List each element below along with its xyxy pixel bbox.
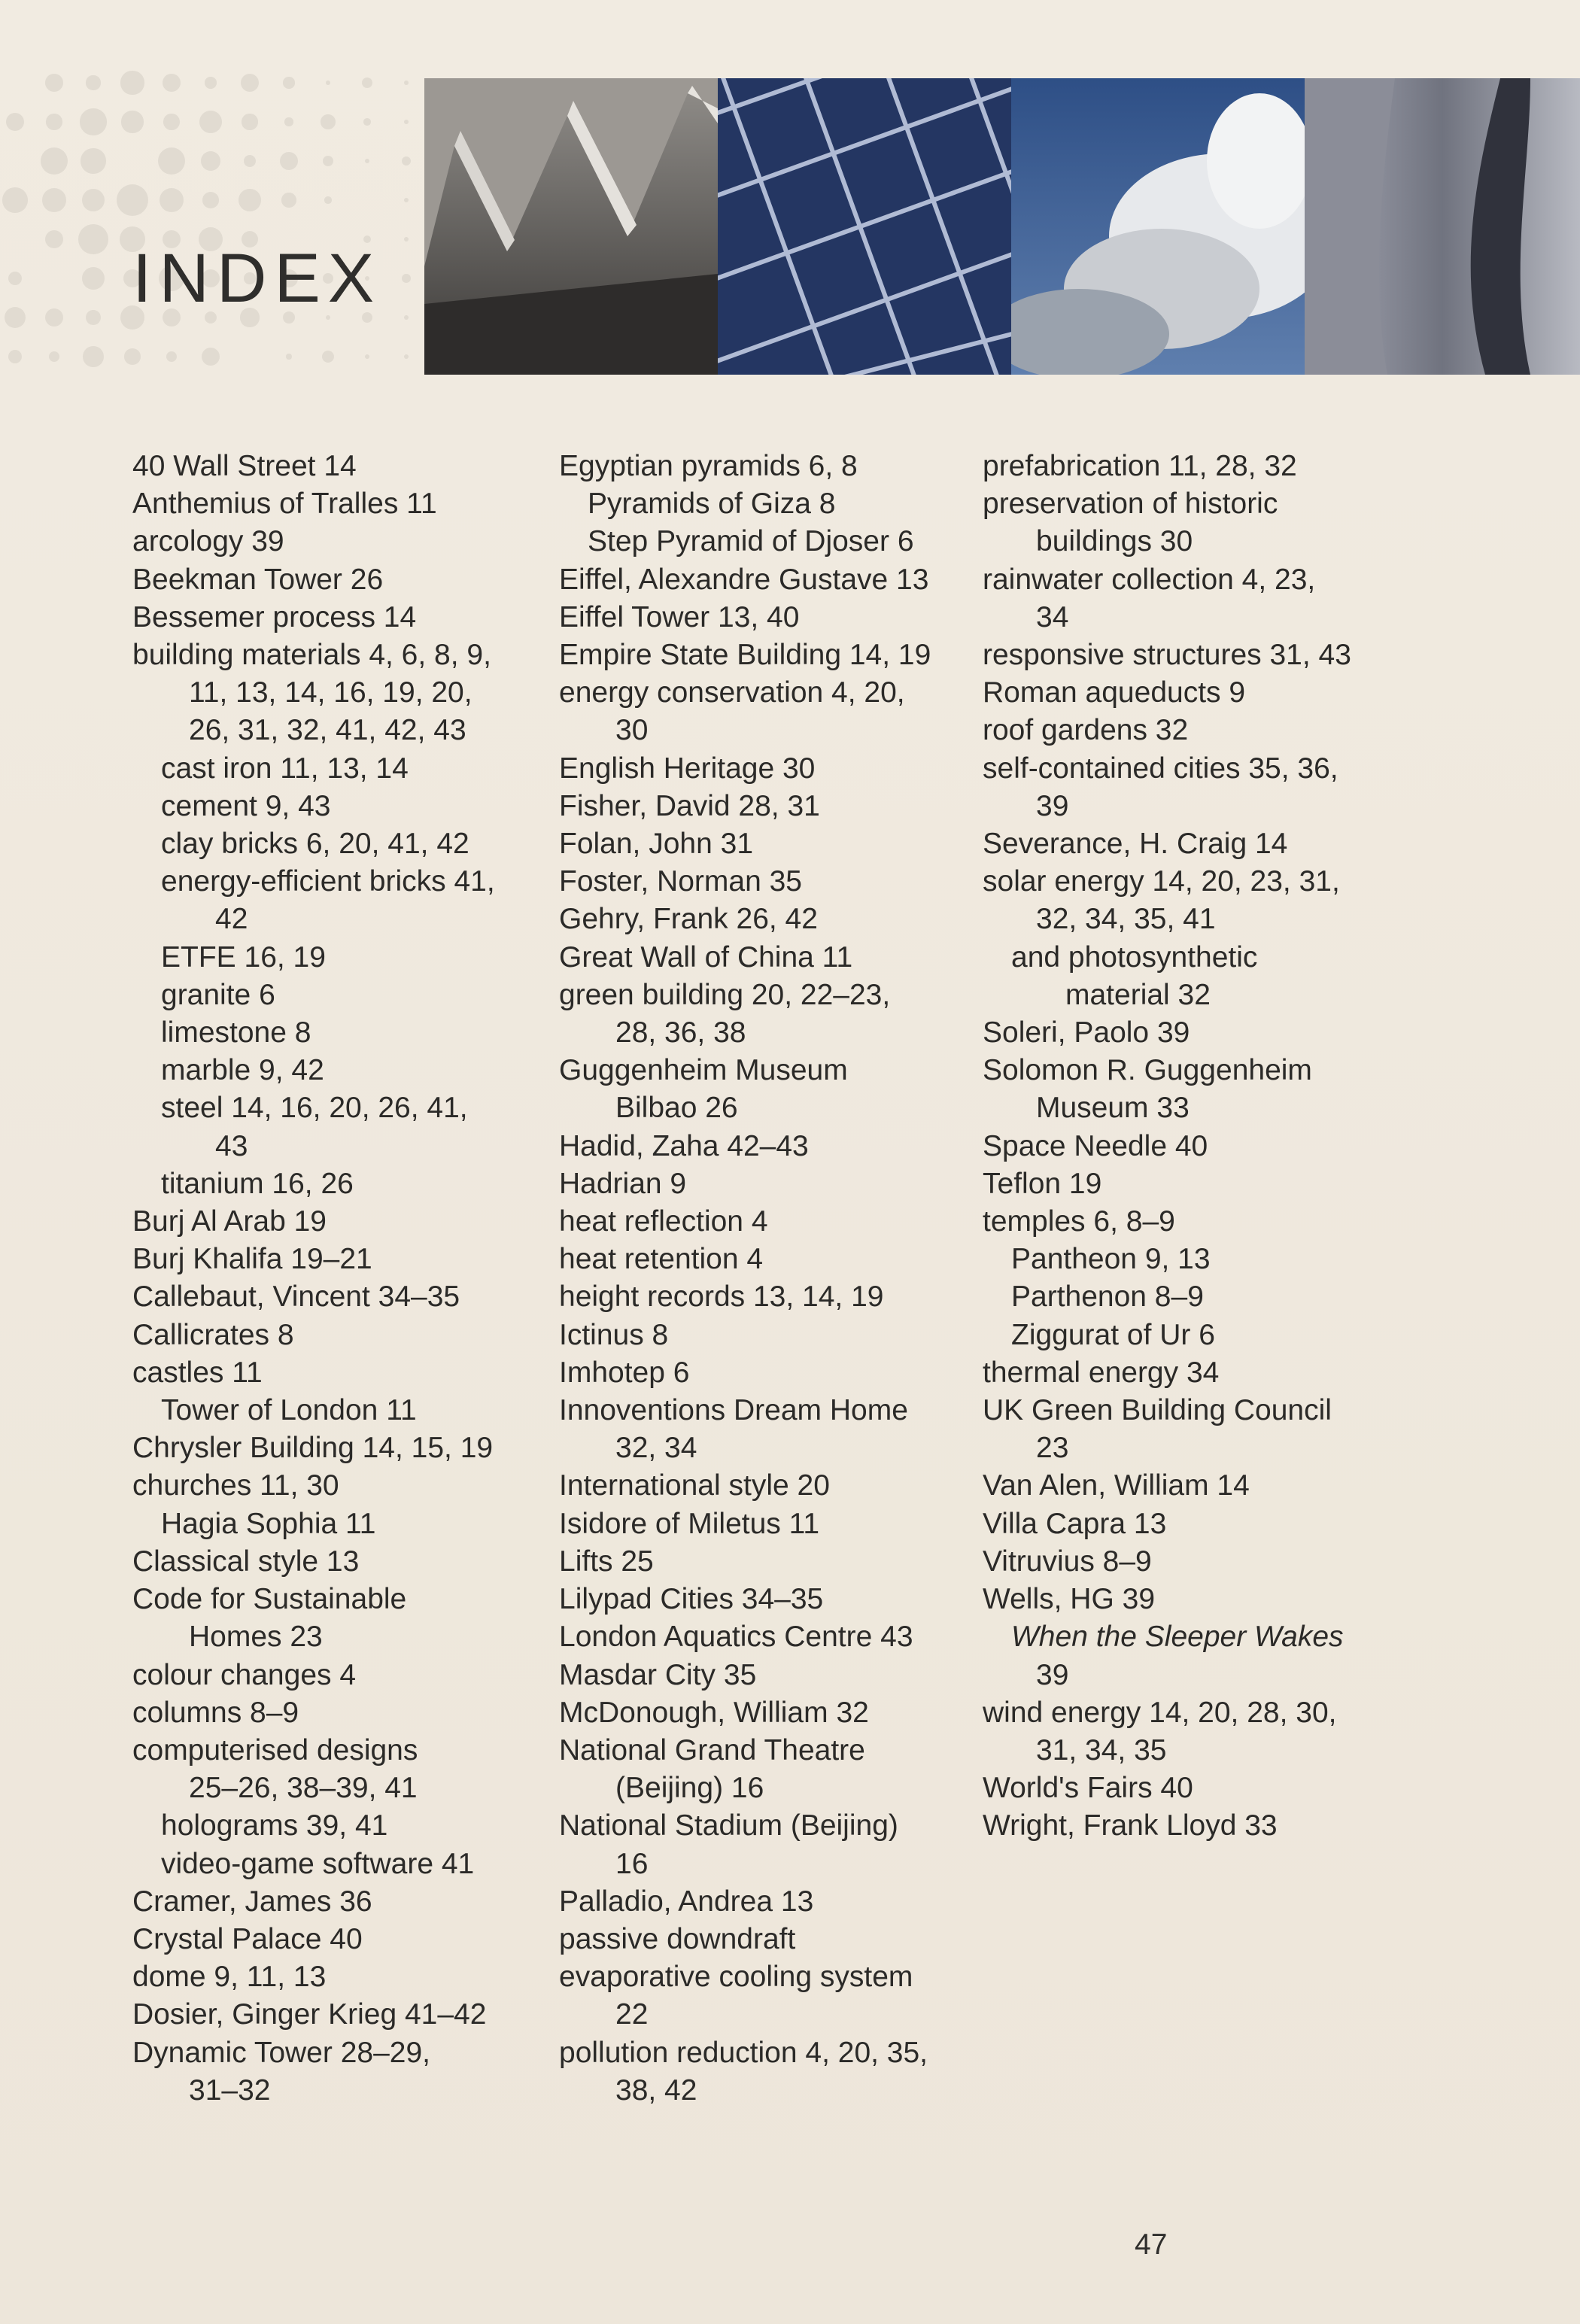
decorative-dot [404, 198, 409, 203]
index-entry: 30 [615, 714, 649, 747]
decorative-dot [2, 187, 28, 213]
index-entry: passive downdraft [559, 1922, 796, 1955]
index-subentry: cast iron 11, 13, 14 [161, 752, 409, 785]
decorative-dot [42, 188, 66, 212]
decorative-dot [286, 354, 291, 359]
index-entry: Callebaut, Vincent 34–35 [132, 1280, 460, 1314]
index-entry: Ictinus 8 [559, 1318, 669, 1351]
index-entry: Fisher, David 28, 31 [559, 789, 820, 822]
index-entry: Lilypad Cities 34–35 [559, 1583, 824, 1616]
decorative-dot [49, 351, 60, 363]
decorative-dot [45, 74, 63, 92]
decorative-dot [239, 189, 260, 211]
decorative-dot [41, 147, 68, 175]
decorative-dot [326, 81, 330, 85]
index-entry: Wright, Frank Lloyd 33 [983, 1809, 1278, 1842]
index-entry: 38, 42 [615, 2073, 697, 2107]
decorative-dot [281, 193, 296, 207]
decorative-dot [365, 159, 369, 163]
index-entry: churches 11, 30 [132, 1469, 339, 1502]
index-entry: 32, 34, 35, 41 [1036, 903, 1216, 936]
index-entry: Foster, Norman 35 [559, 865, 802, 898]
index-entry: Innoventions Dream Home [559, 1394, 908, 1427]
decorative-dot [363, 118, 371, 126]
index-subentry: clay bricks 6, 20, 41, 42 [161, 828, 469, 861]
index-entry: 31–32 [189, 2073, 271, 2107]
page-title: INDEX [132, 240, 382, 317]
index-entry: 42 [215, 903, 248, 936]
index-entry: Burj Al Arab 19 [132, 1205, 327, 1238]
index-entry: Guggenheim Museum [559, 1054, 848, 1087]
index-entry: rainwater collection 4, 23, [983, 563, 1316, 596]
index-entry: National Stadium (Beijing) [559, 1809, 898, 1842]
index-entry: energy conservation 4, 20, [559, 676, 905, 709]
index-entry: green building 20, 22–23, [559, 978, 891, 1011]
decorative-dot [404, 315, 409, 320]
index-subentry: granite 6 [161, 978, 275, 1011]
index-entry: Burj Khalifa 19–21 [132, 1243, 372, 1276]
index-entry: Dosier, Ginger Krieg 41–42 [132, 1998, 487, 2031]
index-entry: Crystal Palace 40 [132, 1922, 363, 1955]
index-subentry: ETFE 16, 19 [161, 940, 326, 974]
index-entry: Beekman Tower 26 [132, 563, 384, 596]
decorative-dot [241, 74, 260, 93]
index-entry: Bessemer process 14 [132, 600, 417, 633]
decorative-dot [45, 230, 64, 249]
decorative-dot [205, 77, 217, 89]
index-entry: 28, 36, 38 [615, 1016, 746, 1050]
index-entry: National Grand Theatre [559, 1733, 865, 1767]
index-entry: UK Green Building Council [983, 1394, 1332, 1427]
decorative-dot [244, 155, 257, 168]
index-entry: Anthemius of Tralles 11 [132, 488, 437, 521]
decorative-dot [242, 114, 257, 129]
index-subentry: Hagia Sophia 11 [161, 1507, 376, 1540]
decorative-dot [166, 351, 178, 363]
index-entry: McDonough, William 32 [559, 1696, 869, 1729]
sky-clouds-photo [1011, 78, 1305, 375]
index-entry: Homes 23 [189, 1621, 323, 1654]
metal-facade-photo [1305, 78, 1580, 375]
decorative-dot [201, 151, 221, 172]
index-entry: London Aquatics Centre 43 [559, 1621, 913, 1654]
decorative-dot [8, 350, 23, 364]
decorative-dot [83, 346, 104, 367]
index-subentry: Parthenon 8–9 [1011, 1280, 1204, 1314]
index-entry: responsive structures 31, 43 [983, 639, 1351, 672]
index-entry: Egyptian pyramids 6, 8 [559, 450, 858, 482]
index-entry: (Beijing) 16 [615, 1772, 764, 1805]
page-number: 47 [1135, 2228, 1168, 2261]
decorative-dot [163, 74, 181, 92]
index-entry: height records 13, 14, 19 [559, 1280, 884, 1314]
decorative-dot [322, 351, 334, 363]
index-entry: 25–26, 38–39, 41 [189, 1772, 418, 1805]
decorative-dot [82, 267, 105, 290]
decorative-dot [199, 111, 222, 133]
decorative-dot [124, 348, 141, 365]
index-entry: roof gardens 32 [983, 714, 1189, 747]
index-entry: 40 Wall Street 14 [132, 450, 357, 482]
index-subentry: cement 9, 43 [161, 789, 331, 822]
decorative-dot [81, 148, 105, 173]
decorative-dot [321, 114, 336, 129]
decorative-dot [404, 120, 409, 124]
index-entry: self-contained cities 35, 36, [983, 752, 1338, 785]
index-entry: temples 6, 8–9 [983, 1205, 1175, 1238]
decorative-dot [158, 147, 185, 175]
index-subentry: limestone 8 [161, 1016, 311, 1050]
index-entry: Severance, H. Craig 14 [983, 828, 1288, 861]
index-entry: colour changes 4 [132, 1658, 357, 1691]
index-entry: buildings 30 [1036, 525, 1193, 558]
index-subentry: and photosynthetic [1011, 940, 1258, 974]
decorative-dot [283, 77, 294, 88]
decorative-dot [117, 184, 148, 216]
index-subentry: Pyramids of Giza 8 [588, 488, 836, 521]
index-entry: 26, 31, 32, 41, 42, 43 [189, 714, 466, 747]
decorative-dot [362, 77, 372, 88]
index-entry: dome 9, 11, 13 [132, 1961, 327, 1994]
decorative-dot [404, 81, 409, 85]
decorative-dot [120, 71, 144, 94]
index-entry: Callicrates 8 [132, 1318, 294, 1351]
index-subentry-title: When the Sleeper Wakes [1011, 1621, 1344, 1654]
decorative-dot [402, 274, 411, 283]
index-entry: pollution reduction 4, 20, 35, [559, 2036, 928, 2069]
decorative-dot [86, 75, 100, 90]
index-entry: 39 [1036, 1658, 1069, 1691]
decorative-dot [5, 307, 26, 328]
index-entry: Soleri, Paolo 39 [983, 1016, 1190, 1050]
decorative-dot [324, 196, 331, 203]
index-entry: Gehry, Frank 26, 42 [559, 903, 818, 936]
index-entry: building materials 4, 6, 8, 9, [132, 639, 491, 672]
index-subentry: video-game software 41 [161, 1847, 475, 1880]
index-entry: Solomon R. Guggenheim [983, 1054, 1312, 1087]
index-entry: Lifts 25 [559, 1545, 654, 1578]
index-entry: arcology 39 [132, 525, 284, 558]
index-entry: Space Needle 40 [983, 1129, 1208, 1162]
decorative-dot-pattern [0, 68, 421, 384]
index-subentry: energy-efficient bricks 41, [161, 865, 495, 898]
index-entry: Museum 33 [1036, 1092, 1190, 1125]
index-entry: Villa Capra 13 [983, 1507, 1167, 1540]
decorative-dot [365, 354, 369, 359]
index-entry: Wells, HG 39 [983, 1583, 1156, 1616]
index-entry: Teflon 19 [983, 1167, 1102, 1200]
index-entry: Vitruvius 8–9 [983, 1545, 1152, 1578]
index-entry: Eiffel Tower 13, 40 [559, 600, 800, 633]
index-entry: 34 [1036, 600, 1069, 633]
index-entry: evaporative cooling system [559, 1961, 913, 1994]
index-entry: prefabrication 11, 28, 32 [983, 450, 1297, 482]
decorative-dot [402, 156, 411, 166]
index-entry: English Heritage 30 [559, 752, 816, 785]
index-entry: computerised designs [132, 1733, 418, 1767]
decorative-dot [284, 117, 293, 126]
solar-panel-photo [718, 78, 1011, 375]
index-entry: wind energy 14, 20, 28, 30, [983, 1696, 1337, 1729]
index-entry: Hadrian 9 [559, 1167, 687, 1200]
index-subentry: Tower of London 11 [161, 1394, 417, 1427]
index-entry: heat retention 4 [559, 1243, 764, 1276]
index-subentry: Ziggurat of Ur 6 [1011, 1318, 1215, 1351]
index-entry: 39 [1036, 789, 1069, 822]
index-entry: Bilbao 26 [615, 1092, 738, 1125]
index-entry: Eiffel, Alexandre Gustave 13 [559, 563, 929, 596]
index-entry: Cramer, James 36 [132, 1885, 372, 1918]
decorative-dot [8, 272, 23, 286]
index-subentry: titanium 16, 26 [161, 1167, 354, 1200]
index-entry: Isidore of Miletus 11 [559, 1507, 820, 1540]
index-entry: Empire State Building 14, 19 [559, 639, 931, 672]
decorative-dot [323, 156, 334, 167]
index-entry: Great Wall of China 11 [559, 940, 853, 974]
decorative-dot [45, 308, 63, 327]
index-entry: Masdar City 35 [559, 1658, 757, 1691]
index-entry: Dynamic Tower 28–29, [132, 2036, 430, 2069]
decorative-dot [202, 192, 219, 208]
index-entry: 22 [615, 1998, 649, 2031]
decorative-dot [78, 224, 108, 254]
index-entry: Chrysler Building 14, 15, 19 [132, 1432, 494, 1465]
index-entry: Folan, John 31 [559, 828, 754, 861]
decorative-dot [202, 348, 220, 366]
index-entry: 32, 34 [615, 1432, 697, 1465]
index-entry: Imhotep 6 [559, 1356, 690, 1389]
zigzag-roof-photo [424, 78, 718, 375]
index-column-2 [559, 448, 965, 2110]
index-subentry: Step Pyramid of Djoser 6 [588, 525, 914, 558]
index-subentry: marble 9, 42 [161, 1054, 324, 1087]
index-column-1 [132, 448, 539, 2110]
index-entry: Code for Sustainable [132, 1583, 407, 1616]
photo-strip [424, 78, 1580, 375]
decorative-dot [46, 114, 62, 129]
index-entry: 23 [1036, 1432, 1069, 1465]
decorative-dot [404, 237, 409, 242]
decorative-dot [86, 310, 101, 325]
index-entry: heat reflection 4 [559, 1205, 768, 1238]
decorative-dot [163, 114, 179, 129]
index-entry: solar energy 14, 20, 23, 31, [983, 865, 1340, 898]
index-entry: material 32 [1065, 978, 1211, 1011]
index-entry: 43 [215, 1129, 248, 1162]
index-entry: 31, 34, 35 [1036, 1733, 1167, 1767]
index-entry: Hadid, Zaha 42–43 [559, 1129, 809, 1162]
index-entry: Roman aqueducts 9 [983, 676, 1246, 709]
index-subentry: steel 14, 16, 20, 26, 41, [161, 1092, 468, 1125]
index-entry: Palladio, Andrea 13 [559, 1885, 814, 1918]
index-entry: 16 [615, 1847, 649, 1880]
decorative-dot [160, 188, 184, 212]
index-entry: World's Fairs 40 [983, 1772, 1193, 1805]
index-entry: Classical style 13 [132, 1545, 360, 1578]
index-entry: thermal energy 34 [983, 1356, 1220, 1389]
decorative-dot [121, 111, 143, 132]
index-entry: castles 11 [132, 1356, 263, 1389]
index-subentry: Pantheon 9, 13 [1011, 1243, 1211, 1276]
index-entry: 11, 13, 14, 16, 19, 20, [189, 676, 472, 709]
index-column-3 [983, 448, 1404, 1846]
decorative-dot [280, 152, 299, 171]
index-entry: International style 20 [559, 1469, 830, 1502]
index-entry: Van Alen, William 14 [983, 1469, 1250, 1502]
index-entry: preservation of historic [983, 488, 1278, 521]
index-entry: columns 8–9 [132, 1696, 299, 1729]
decorative-dot [6, 113, 24, 131]
decorative-dot [404, 354, 409, 359]
decorative-dot [82, 189, 105, 211]
decorative-dot [80, 108, 106, 135]
index-subentry: holograms 39, 41 [161, 1809, 388, 1842]
